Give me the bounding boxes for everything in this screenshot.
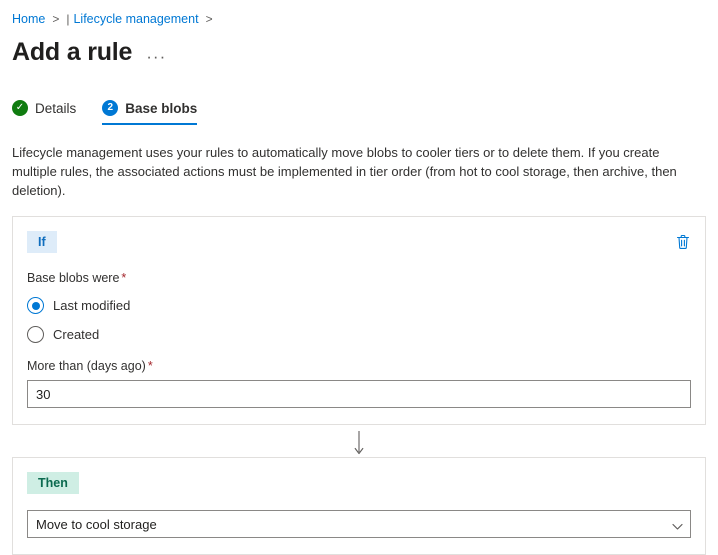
- required-indicator: *: [147, 359, 153, 373]
- then-pill-label: Then: [27, 472, 79, 494]
- base-blobs-were-label-text: Base blobs were: [27, 271, 120, 285]
- breadcrumb-trailing-separator-icon: >: [205, 12, 213, 26]
- more-than-days-label-text: More than (days ago): [27, 359, 146, 373]
- check-icon: ✓: [12, 100, 28, 116]
- breadcrumb-pipe: |: [66, 12, 70, 26]
- flow-connector: [12, 431, 706, 457]
- required-indicator: *: [121, 271, 127, 285]
- action-select-value: Move to cool storage: [36, 516, 157, 532]
- breadcrumb-separator-icon: >: [52, 12, 60, 26]
- base-blobs-were-label: [27, 271, 691, 285]
- description-text: Lifecycle management uses your rules to automatically move blobs to cooler tiers or to delete them. If you create multiple rules, the associated actions must be implemented in tier order (from hot to cool storage, then archive, then deletion).: [12, 145, 677, 198]
- breadcrumb: [12, 10, 706, 28]
- action-select[interactable]: [27, 510, 691, 538]
- breadcrumb-item-lifecycle-management[interactable]: Lifecycle management: [73, 12, 199, 26]
- down-arrow-icon: [352, 431, 366, 457]
- then-rule-card: [12, 457, 706, 555]
- tab-details-label: Details: [35, 100, 77, 116]
- title-row: [12, 38, 706, 67]
- breadcrumb-item-home[interactable]: Home: [12, 12, 46, 26]
- step-number-icon: 2: [102, 100, 118, 116]
- page-title: Add a rule: [12, 38, 133, 66]
- radio-last-modified-label: Last modified: [53, 298, 131, 313]
- tab-list: [12, 95, 706, 125]
- if-card-header: [27, 229, 691, 255]
- if-pill-label: If: [27, 231, 57, 253]
- tab-base-blobs[interactable]: [102, 100, 197, 125]
- if-rule-card: [12, 216, 706, 425]
- tab-details[interactable]: [12, 100, 76, 125]
- days-ago-input[interactable]: [27, 380, 691, 408]
- radio-created-label: Created: [53, 327, 100, 342]
- tab-base-blobs-label: Base blobs: [125, 100, 198, 116]
- radio-button-icon[interactable]: [27, 326, 44, 343]
- action-select-wrapper: [27, 510, 691, 538]
- more-options-icon[interactable]: ···: [146, 47, 167, 66]
- radio-last-modified[interactable]: [27, 297, 691, 314]
- radio-created[interactable]: [27, 326, 691, 343]
- then-card-header: [27, 470, 691, 496]
- more-than-days-label: [27, 359, 691, 373]
- trash-icon[interactable]: [675, 233, 691, 251]
- radio-button-icon[interactable]: [27, 297, 44, 314]
